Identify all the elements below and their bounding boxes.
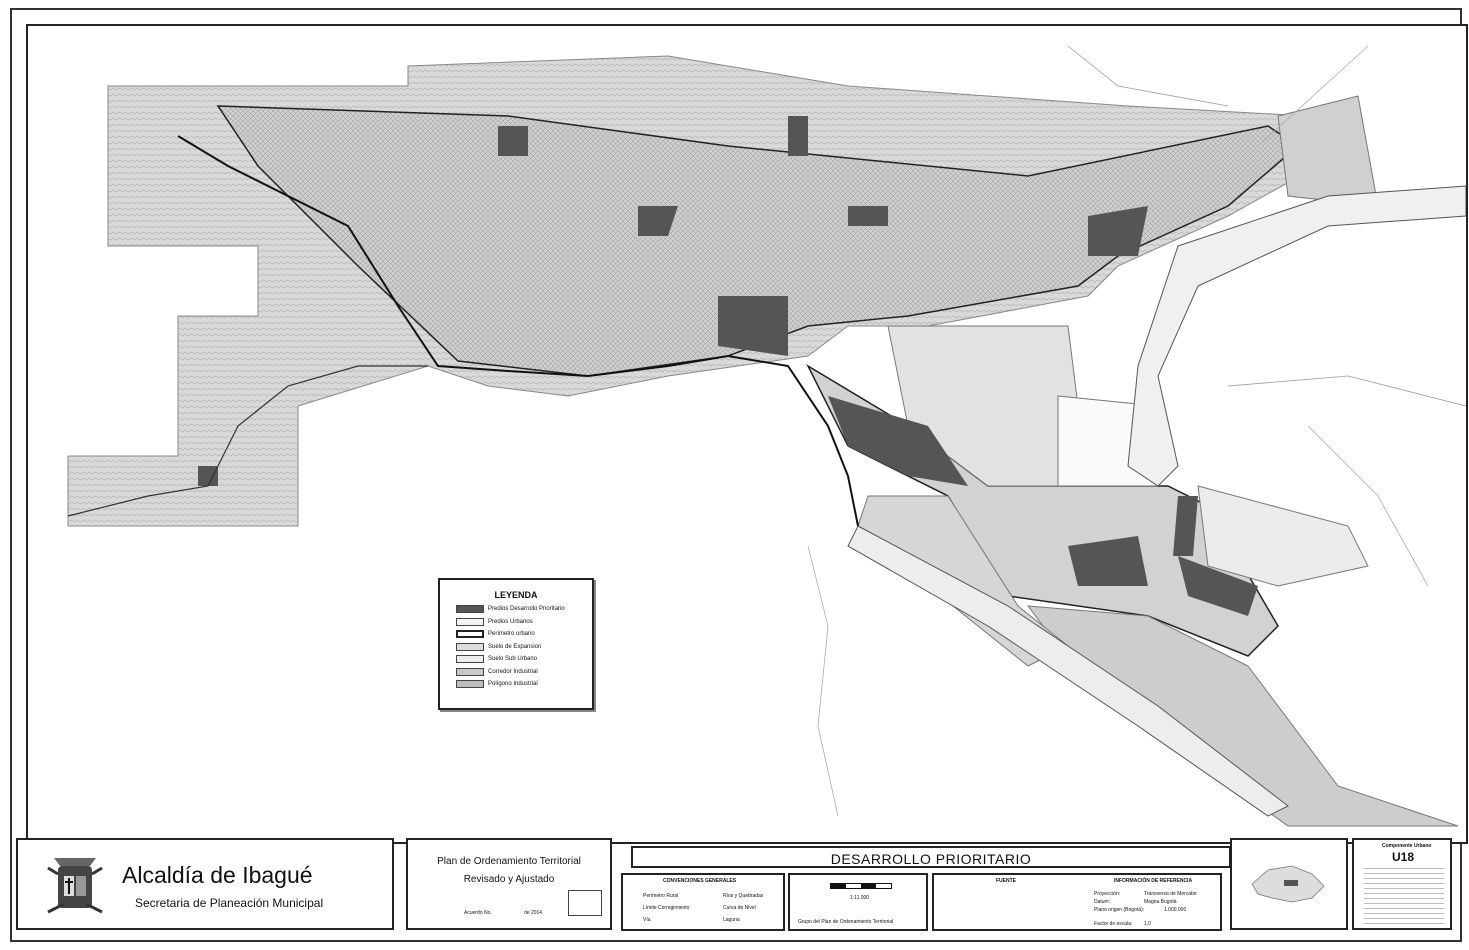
ref-label: Datum: [1094,899,1111,905]
authority-name: Alcaldía de Ibagué [122,862,313,888]
legend-item [456,641,592,654]
legend-item [456,666,592,679]
map-title: DESARROLLO PRIORITARIO [631,846,1231,868]
map-frame [26,24,1468,844]
plan-panel [406,838,612,930]
legend-swatch [456,680,484,688]
legend-label: Suelo Sub Urbano [488,656,538,663]
ref-label: Factor de escala: [1094,921,1133,927]
legend-label: Predios Urbanos [488,618,533,625]
plan-name: Plan de Ordenamiento Territorial [437,856,581,867]
legend-label: Perímetro urbano [488,631,535,638]
agreement-label: Acuerdo No. [464,910,492,916]
legend-label: Polígono Industrial [488,681,538,688]
convention-item: Perímetro Rural [643,893,679,899]
approval-stamp-box [568,890,602,916]
ref-label: Plano origen (Bogotá): [1094,907,1145,913]
legend-swatch [456,630,484,638]
map-sheet [10,8,1462,942]
scale-panel [788,873,928,931]
ref-value: 1,0 [1144,921,1151,927]
legend-swatch [456,668,484,676]
municipality-locator-map [1232,840,1344,926]
conventions-panel [621,873,785,931]
legend-item [456,628,592,641]
legend-item [456,653,592,666]
location-inset [1230,838,1348,930]
legend-label: Corredor Industrial [488,668,538,675]
department-name: Secretaria de Planeación Municipal [135,896,324,910]
map-legend [438,578,594,710]
drawn-by: Grupo del Plan de Ordenamiento Territorial [798,919,894,925]
sheet-index-list [1364,868,1444,924]
legend-title: LEYENDA [494,590,538,600]
legend-item [456,616,592,629]
source-title: FUENTE [996,878,1016,884]
city-map [28,26,1466,842]
scale-value: 1:11.000 [850,895,870,901]
agreement-year: de 2014 [524,910,543,916]
reference-title: INFORMACIÓN DE REFERENCIA [1114,878,1193,884]
legend-swatch [456,643,484,651]
legend-item [456,678,592,691]
component-code: U18 [1392,850,1415,864]
authority-panel [16,838,394,930]
scale-bar [830,883,892,889]
coat-of-arms-icon [40,848,110,924]
ref-value: Magna Bogotá [1144,899,1177,905]
legend-label: Predios Desarrollo Prioritario [488,606,565,613]
convention-item: Límite Corregimiento [643,905,690,911]
legend-item [456,603,592,616]
convention-item: Vía [643,917,651,923]
ref-value: 1.000.000 [1164,907,1187,913]
conventions-title: CONVENCIONES GENERALES [663,878,737,884]
ref-label: Proyección: [1094,891,1121,897]
plan-status: Revisado y Ajustado [463,874,555,885]
legend-swatch [456,618,484,626]
legend-swatch [456,605,484,613]
legend-label: Suelo de Expansion [488,643,542,650]
component-panel [1352,838,1452,930]
convention-item: Ríos y Quebradas [723,893,764,899]
ref-value: Transversa de Mercator [1144,891,1197,897]
component-title: Componente Urbano [1382,843,1432,849]
convention-item: Laguna [723,917,740,923]
convention-item: Curva de Nivel [723,905,756,911]
reference-panel [932,873,1222,931]
legend-swatch [456,655,484,663]
